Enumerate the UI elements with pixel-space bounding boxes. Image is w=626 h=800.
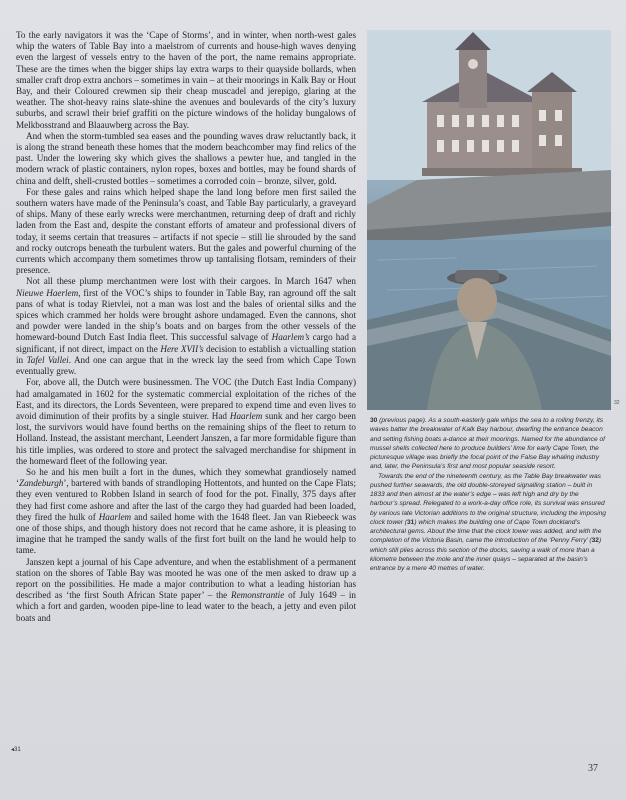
paragraph-4: Not all these plump merchantmen were lost with their cargoes. In March 1647 when Nieuwe Haerlem, first of the VOC’s ships to founder in Table Bay, ran aground off the salt pans of what is today Rietvlei, not a man was lost and the bales of oriental silks and the spices which crammed her holds were brought ashore undamaged. Even the cannons, shot and powder were landed in the ship’s boats and on barges from the other vessels of the homeward-bound Dutch East India fleet. This successful salvage of Haarlem’s cargo had a significant, if not direct, impact on the Here XVII’s decision to establish a victualling station in Tafel Vallei. And one can argue that in the wreck lay the seed from which Cape Town eventually grew. — [16, 276, 357, 377]
photo-illustration — [367, 30, 611, 410]
ferry-clock-tower-photo — [367, 30, 611, 410]
main-article-text — [16, 30, 356, 624]
page-number: 37 — [588, 763, 598, 774]
paragraph-2: And when the storm-tumbled sea eases and the pounding waves draw reluctantly back, it is along the strand beneath these homes that the modern beachcomber may find relics of the past. Under the lowering sky which gives the shallows a pewter hue, and tangled in the modern wrack of plastic containers, nylon ropes, boxes and bottles, may be found shards of china and delft, shell-crusted bottles – sometimes a corroded coin – bronze, silver, gold. — [16, 130, 356, 186]
paragraph-1: To the early navigators it was the ‘Cape of Storms’, and in winter, when north-west gales whip the waters of Table Bay into a maelstrom of currents and house-high waves denying even the largest of vessels entry to the haven of the port, the name remains appropriate. These are the times when the bigger ships lay extra warps to their quayside bollards, when smaller craft drop extra anchors – sometimes in vain – at their moorings in Kalk Bay or Hout Bay, and their Coloured crewmen sip their cheap muscadel and jerepigo, glaring at the weather. The shot-heavy rains slate-shine the avenues and boulevards of the city’s luxury suburbs, and scrawl their brief graffiti on the picture windows of the holiday bungalows of Melkbosstrand and Blaauwberg across the Bay. — [16, 30, 356, 130]
figure-reference: ◂31 — [11, 747, 21, 753]
caption-30: 30 (previous page). As a south-easterly gale whips the sea to a roiling frenzy, its waves batter the breakwater of Kalk Bay harbour, dwarfing the entrance beacon and setting fishing boats a-dance at their moorings. Named for the abundance of mussel shells collected here to produce builders’ lime for early Cape Town, the picturesque village was briefly the focal point of the False Bay whaling industry and, later, the Peninsula’s first and most popular seaside resort. — [370, 417, 605, 471]
paragraph-6: So he and his men built a fort in the dunes, which they somewhat grandiosely named ‘Zandeburgh’, bartered with bands of strandloping Hottentots, and hunted on the Cape Flats; they even ventured to Robben Island in search of food for the pot. Finally, 375 days after they had first come ashore and after the last of the cargo they had guarded had been loaded, they fired the hulk of Haarlem and sailed home with the 1648 fleet. Jan van Riebeeck was one of those ships, and though history does not record that he came ashore, it is pleasing to imagine that he tramped the sandy walls of the first fort built on the land he would help to tame. — [16, 466, 356, 556]
clock-face-icon — [468, 59, 478, 69]
photo-number: 32 — [614, 400, 620, 406]
paragraph-5: For, above all, the Dutch were businessmen. The VOC (the Dutch East India Company) had amalgamated in 1602 for the systematic commercial exploitation of the riches of the East, and its directors, the Lords Seventeen, were prepared to expend time and even lives to avoid diminution of their profits by a single stuiver. Had Haarlem sunk and her cargo been lost, the survivors would have found berths on the remaining ships of the fleet to return to Holland. Instead, the assistant merchant, Leendert Janszen, a far more formidable figure than his title implies, was ordered to store and protect the salvaged merchandise for shipment in the homeward fleet of the following year. — [16, 377, 356, 466]
paragraph-7: Janszen kept a journal of his Cape adventure, and when the establishment of a permanent station on the shores of Table Bay was mooted he was one of the men asked to draw up a report on the possibilities. He made a major contribution to what a leading historian has described as ‘the first South African State paper’ – the Remonstrantie of July 1649 – in which a fort and garden, wooden pipe-line to lead water to the beach, a jetty and even pilot boats and — [16, 556, 356, 623]
paragraph-3: For these gales and rains which helped shape the land long before men first sailed the southern waters have made of the Peninsula’s coast, and Table Bay particularly, a graveyard of ships. Many of these early wrecks were merchantmen, returning deep of draft and richly laden from the East and, despite the constant efforts of amateur and professional divers of today, it seems certain that treasures – artifacts if not specie – still lie shrouded by the sand and rocky outcrops beneath the turbulent waters. But the gales and powerful churning of the currents which accompany them sometimes throw up tantalising flotsam, reminders of their presence. — [16, 186, 356, 276]
caption-31-32: Towards the end of the nineteenth century, as the Table Bay breakwater was pushed further seawards, the old double-storeyed signalling station – built in 1833 and then almost at the water’s edge – was left high and dry by the harbour’s spread. Relegated to a work-a-day office role, its survival was ensured by various late Victorian additions to the original structure, including the imposing clock tower (31) which makes the building one of Cape Town dockland’s architectural gems. About the time that the clock tower was added, and with the completion of the Victoria Basin, came the introduction of the ‘Penny Ferry’ (32) which still plies across this section of the docks, saving a walk of more than a kilometre between the mole and the inner quays – separated at the basin’s entrance by a mere 40 metres of water. — [370, 472, 606, 572]
photo-caption — [370, 416, 608, 573]
